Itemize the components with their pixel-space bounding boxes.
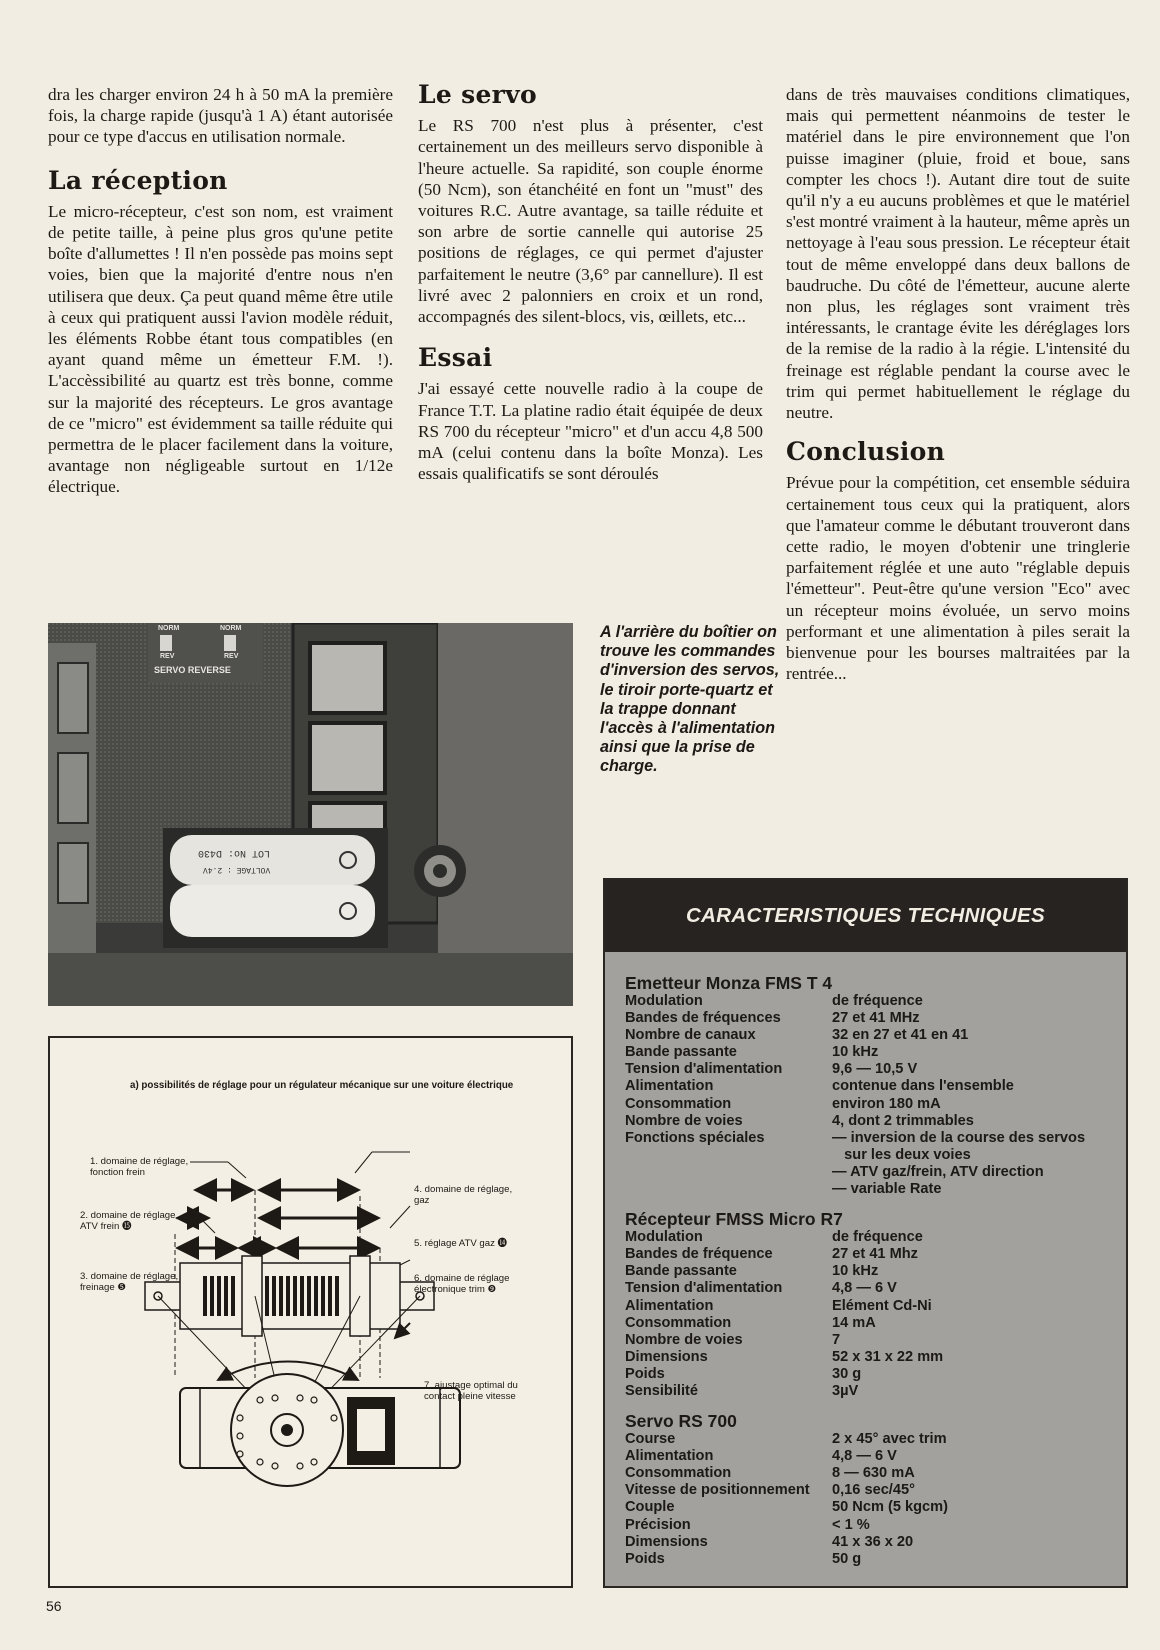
column-1: [48, 84, 393, 498]
spec-key: Fonctions spéciales: [625, 1129, 765, 1146]
diagram-label-6: 6. domaine de réglage électronique trim ❾: [414, 1273, 510, 1296]
spec-row: [625, 1263, 1112, 1280]
spec-value-line: 52 x 31 x 22 mm: [832, 1348, 944, 1365]
essai-heading: Essai: [418, 343, 493, 373]
spec-value-line: — inversion de la course des servos: [832, 1129, 1086, 1146]
spec-value: [832, 1499, 1112, 1516]
photo-battery-lot: LOT No: D430: [198, 847, 271, 858]
spec-section-heading: Servo RS 700: [625, 1411, 737, 1432]
spec-value: [832, 1263, 1112, 1280]
photo-label-rev-right: REV: [224, 653, 239, 660]
spec-value: [832, 1010, 1112, 1027]
spec-value-line: 8 — 630 mA: [832, 1465, 915, 1482]
spec-value: [832, 1517, 1112, 1534]
spec-value: [832, 1383, 1112, 1400]
spec-row: [625, 1113, 1112, 1130]
spec-value-line: < 1 %: [832, 1516, 870, 1533]
spec-value-line: de fréquence: [832, 993, 923, 1009]
spec-row: [625, 1465, 1112, 1482]
spec-value: [832, 1448, 1112, 1465]
spec-key: Modulation: [625, 1229, 703, 1246]
spec-value: [832, 1027, 1112, 1044]
spec-value: [832, 1113, 1112, 1130]
spec-value: [832, 1298, 1112, 1315]
spec-key: Alimentation: [625, 1297, 714, 1314]
spec-row: [625, 1280, 1112, 1297]
diagram-label-7: 7. ajustage optimal du contact pleine vitesse: [424, 1380, 518, 1403]
spec-value: [832, 1078, 1112, 1095]
spec-value: [832, 993, 1112, 1010]
spec-row: [625, 1332, 1112, 1349]
spec-value: [832, 1096, 1112, 1113]
diagram-label-2: 2. domaine de réglage, ATV frein ⓯: [80, 1210, 179, 1233]
spec-value: [832, 1534, 1112, 1551]
column-3: [786, 84, 1130, 684]
spec-row: [625, 1448, 1112, 1465]
spec-value-line: 50 Ncm (5 kgcm): [832, 1499, 948, 1516]
regulator-diagram: [48, 1036, 573, 1588]
spec-value-line: 41 x 36 x 20: [832, 1533, 914, 1550]
spec-key: Précision: [625, 1516, 691, 1533]
specs-body: [605, 952, 1126, 1568]
spec-row: [625, 1229, 1112, 1246]
spec-key: Course: [625, 1431, 676, 1448]
diagram-label-4: 4. domaine de réglage, gaz: [414, 1184, 513, 1207]
spec-key: Nombre de voies: [625, 1331, 743, 1348]
spec-value: [832, 1229, 1112, 1246]
spec-value-line: 14 mA: [832, 1314, 876, 1331]
spec-key: Tension d'alimentation: [625, 1061, 783, 1078]
spec-value-line: 30 g: [832, 1365, 862, 1382]
spec-key: Couple: [625, 1499, 675, 1516]
spec-row: [625, 1315, 1112, 1332]
spec-key: Modulation: [625, 993, 703, 1009]
spec-key: Consommation: [625, 1095, 732, 1112]
conclusion-heading: Conclusion: [786, 437, 946, 467]
spec-key: Bande passante: [625, 1044, 737, 1061]
spec-key: Consommation: [625, 1314, 732, 1331]
spec-value-line: 4,8 — 6 V: [832, 1448, 897, 1465]
spec-key: Alimentation: [625, 1078, 714, 1095]
spec-key: Vitesse de positionnement: [625, 1482, 810, 1499]
servo-paragraph: Le RS 700 n'est plus à présenter, c'est certainement un des meilleurs servo disponible à l'heure actuelle. Sa rapidité, son couple énorme (50 Ncm), son étanchéité en font un "must" des voitures R.C. Autre avantage, sa taille réduite et son arbre de sortie cannelle qui autorise 25 positions de réglages, ce qui permet d'ajuster parfaitement le neutre (3,6° par cannellure). Il est livré avec 2 palonniers en croix et un rond, accompagnés des silent-blocs, vis, œillets, etc...: [418, 116, 763, 327]
spec-key: Tension d'alimentation: [625, 1280, 783, 1297]
spec-value: [832, 1315, 1112, 1332]
spec-key: Consommation: [625, 1465, 732, 1482]
spec-value-line: contenue dans l'ensemble: [832, 1078, 1014, 1095]
diagram-label-3: 3. domaine de réglage, freinage ❺: [80, 1271, 179, 1294]
photo-label-norm-left: NORM: [158, 625, 180, 632]
spec-value-line: de fréquence: [832, 1229, 923, 1246]
spec-row: [625, 1517, 1112, 1534]
page-number: 56: [46, 1598, 62, 1614]
spec-value-line: 4, dont 2 trimmables: [832, 1112, 974, 1129]
spec-value: [832, 1280, 1112, 1297]
spec-value: [832, 1332, 1112, 1349]
photo-caption: A l'arrière du boîtier on trouve les commandes d'inversion des servos, le tiroir porte-quartz et la trappe donnant l'accès à l'alimentation ainsi que la prise de charge.: [600, 623, 780, 776]
spec-value-line: — variable Rate: [832, 1181, 942, 1198]
spec-row: [625, 1431, 1112, 1448]
spec-row: [625, 1349, 1112, 1366]
spec-key: Poids: [625, 1550, 665, 1567]
spec-value-line: 10 kHz: [832, 1044, 879, 1061]
photo-illustration: [48, 623, 573, 1006]
essai-paragraph: J'ai essayé cette nouvelle radio à la coupe de France T.T. La platine radio était équipée de deux RS 700 du récepteur "micro" et d'un accu 4,8 500 mA (celui contenu dans la boîte Monza). Les essais qualificatifs se sont déroulés: [418, 379, 763, 484]
conclusion-paragraph: Prévue pour la compétition, cet ensemble séduira certainement tous ceux qui la pratiquent, alors que l'amateur comme le débutant trouveront dans cette radio, le moyen d'obtenir une tringlerie parfaitement réglée et une auto "réglable depuis l'émetteur". Peut-être qu'une version "Eco" avec un récepteur moins évoluée, un servo moins performant et une alimentation à piles serait la bienvenue pour les bourses maltraitées par la rentrée...: [786, 473, 1130, 684]
spec-key: Bande passante: [625, 1263, 737, 1280]
spec-row: [625, 1027, 1112, 1044]
spec-value: [832, 1061, 1112, 1078]
specs-title: CARACTERISTIQUES TECHNIQUES: [605, 880, 1126, 952]
spec-section-heading: Emetteur Monza FMS T 4: [625, 973, 833, 993]
spec-value-line: 2 x 45° avec trim: [832, 1431, 947, 1448]
spec-row: [625, 1078, 1112, 1095]
spec-value: [832, 1431, 1112, 1448]
regulator-drawing: [50, 1038, 571, 1586]
spec-value-line: 27 et 41 Mhz: [832, 1246, 918, 1263]
spec-row: [625, 1499, 1112, 1516]
spec-key: Dimensions: [625, 1348, 708, 1365]
spec-key: Bandes de fréquences: [625, 1010, 781, 1027]
spec-value: [832, 1130, 1112, 1198]
servo-heading: Le servo: [418, 80, 537, 109]
spec-value-line: 7: [832, 1331, 841, 1348]
spec-key: Dimensions: [625, 1533, 708, 1550]
spec-value: [832, 1366, 1112, 1383]
spec-value: [832, 1465, 1112, 1482]
spec-value-line: 27 et 41 MHz: [832, 1010, 920, 1027]
specs-box: [603, 878, 1128, 1588]
spec-key: Nombre de canaux: [625, 1027, 756, 1044]
diagram-label-5: 5. réglage ATV gaz ⓮: [414, 1238, 508, 1249]
spec-value-line: 0,16 sec/45°: [832, 1482, 915, 1499]
spec-value-line: — ATV gaz/frein, ATV direction: [832, 1163, 1044, 1180]
spec-row: [625, 1366, 1112, 1383]
photo-battery-voltage: VOLTAGE : 2.4V: [203, 865, 271, 874]
spec-row: [625, 1534, 1112, 1551]
diagram-title: a) possibilités de réglage pour un régulateur mécanique sur une voiture électrique: [130, 1080, 514, 1091]
spec-row: [625, 1482, 1112, 1499]
spec-value-line: 4,8 — 6 V: [832, 1280, 897, 1297]
transmitter-back-photo: [48, 623, 573, 1006]
reception-paragraph: Le micro-récepteur, c'est son nom, est vraiment de petite taille, à peine plus gros qu'une petite boîte d'allumettes ! Il n'en possède pas moins sept voies, bien que la majorité d'entre nous n'en utilisera que deux. Ça peut quand même être utile à ceux qui pratiquent aussi l'avion modèle réduit, les éléments Robbe étant tous compatibles (en ayant quand même un émetteur F.M. !). L'accèssibilité au quartz est très bonne, comme sur la majorité des récepteurs. Le gros avantage de ce "micro" est évidemment sa taille réduite qui permettra de le placer facilement dans la voiture, avantage non négligeable surtout en 1/12e électrique.: [48, 201, 393, 497]
photo-label-rev-left: REV: [160, 653, 175, 660]
spec-key: Alimentation: [625, 1448, 714, 1465]
spec-value-line: Elément Cd-Ni: [832, 1297, 932, 1314]
spec-value: [832, 1482, 1112, 1499]
spec-key: Nombre de voies: [625, 1112, 743, 1129]
spec-row: [625, 1130, 1112, 1198]
spec-row: [625, 1551, 1112, 1568]
spec-row: [625, 1096, 1112, 1113]
spec-row: [625, 1044, 1112, 1061]
spec-value-line: 9,6 — 10,5 V: [832, 1061, 918, 1078]
spec-value: [832, 1349, 1112, 1366]
spec-value-line: 50 g: [832, 1550, 862, 1567]
spec-row: [625, 1298, 1112, 1315]
spec-row: [625, 1010, 1112, 1027]
spec-value: [832, 1551, 1112, 1568]
spec-value-line: 3µV: [832, 1382, 859, 1399]
spec-value-line: 32 en 27 et 41 en 41: [832, 1027, 969, 1044]
diagram-label-1: 1. domaine de réglage, fonction frein: [90, 1156, 189, 1179]
photo-label-servo-reverse: SERVO REVERSE: [154, 665, 231, 675]
col1-intro-paragraph: dra les charger environ 24 h à 50 mA la première fois, la charge rapide (jusqu'à 1 A) étant autorisée pour ce type d'accus en utilisation normale.: [48, 85, 393, 147]
photo-label-norm-right: NORM: [220, 625, 242, 632]
spec-key: Sensibilité: [625, 1382, 698, 1399]
reception-heading: La réception: [48, 165, 228, 195]
spec-row: [625, 993, 1112, 1010]
spec-row: [625, 1383, 1112, 1400]
spec-value: [832, 1246, 1112, 1263]
spec-section-heading: Récepteur FMSS Micro R7: [625, 1209, 843, 1230]
column-2: [418, 80, 763, 484]
spec-key: Bandes de fréquence: [625, 1246, 773, 1263]
spec-value-line: environ 180 mA: [832, 1095, 941, 1112]
spec-key: Poids: [625, 1365, 665, 1382]
spec-row: [625, 1246, 1112, 1263]
spec-value-line: sur les deux voies: [832, 1146, 971, 1163]
col3-paragraph: dans de très mauvaises conditions climatiques, mais qui permettent néanmoins de tester le matériel dans le pire environnement que l'on puisse imaginer (pluie, froid et boue, sans compter les chocs !). Autant dire tout de suite qu'il n'y a eu aucuns problèmes et que le matériel s'est montré vraiment à la hauteur, même après un nettoyage à l'eau sous pression. Le récepteur était tout de même enveloppé dans deux ballons de baudruche. Du côté de l'émetteur, aucune alerte non plus, les réglages sont vraiment très intéressants, le crantage évite les déréglages lors de la remise de la radio à la régie. L'intensité du freinage est réglable pendant la course avec le trim qui permet habituellement le réglage du neutre.: [786, 85, 1130, 423]
spec-row: [625, 1061, 1112, 1078]
spec-value: [832, 1044, 1112, 1061]
spec-value-line: 10 kHz: [832, 1263, 879, 1280]
